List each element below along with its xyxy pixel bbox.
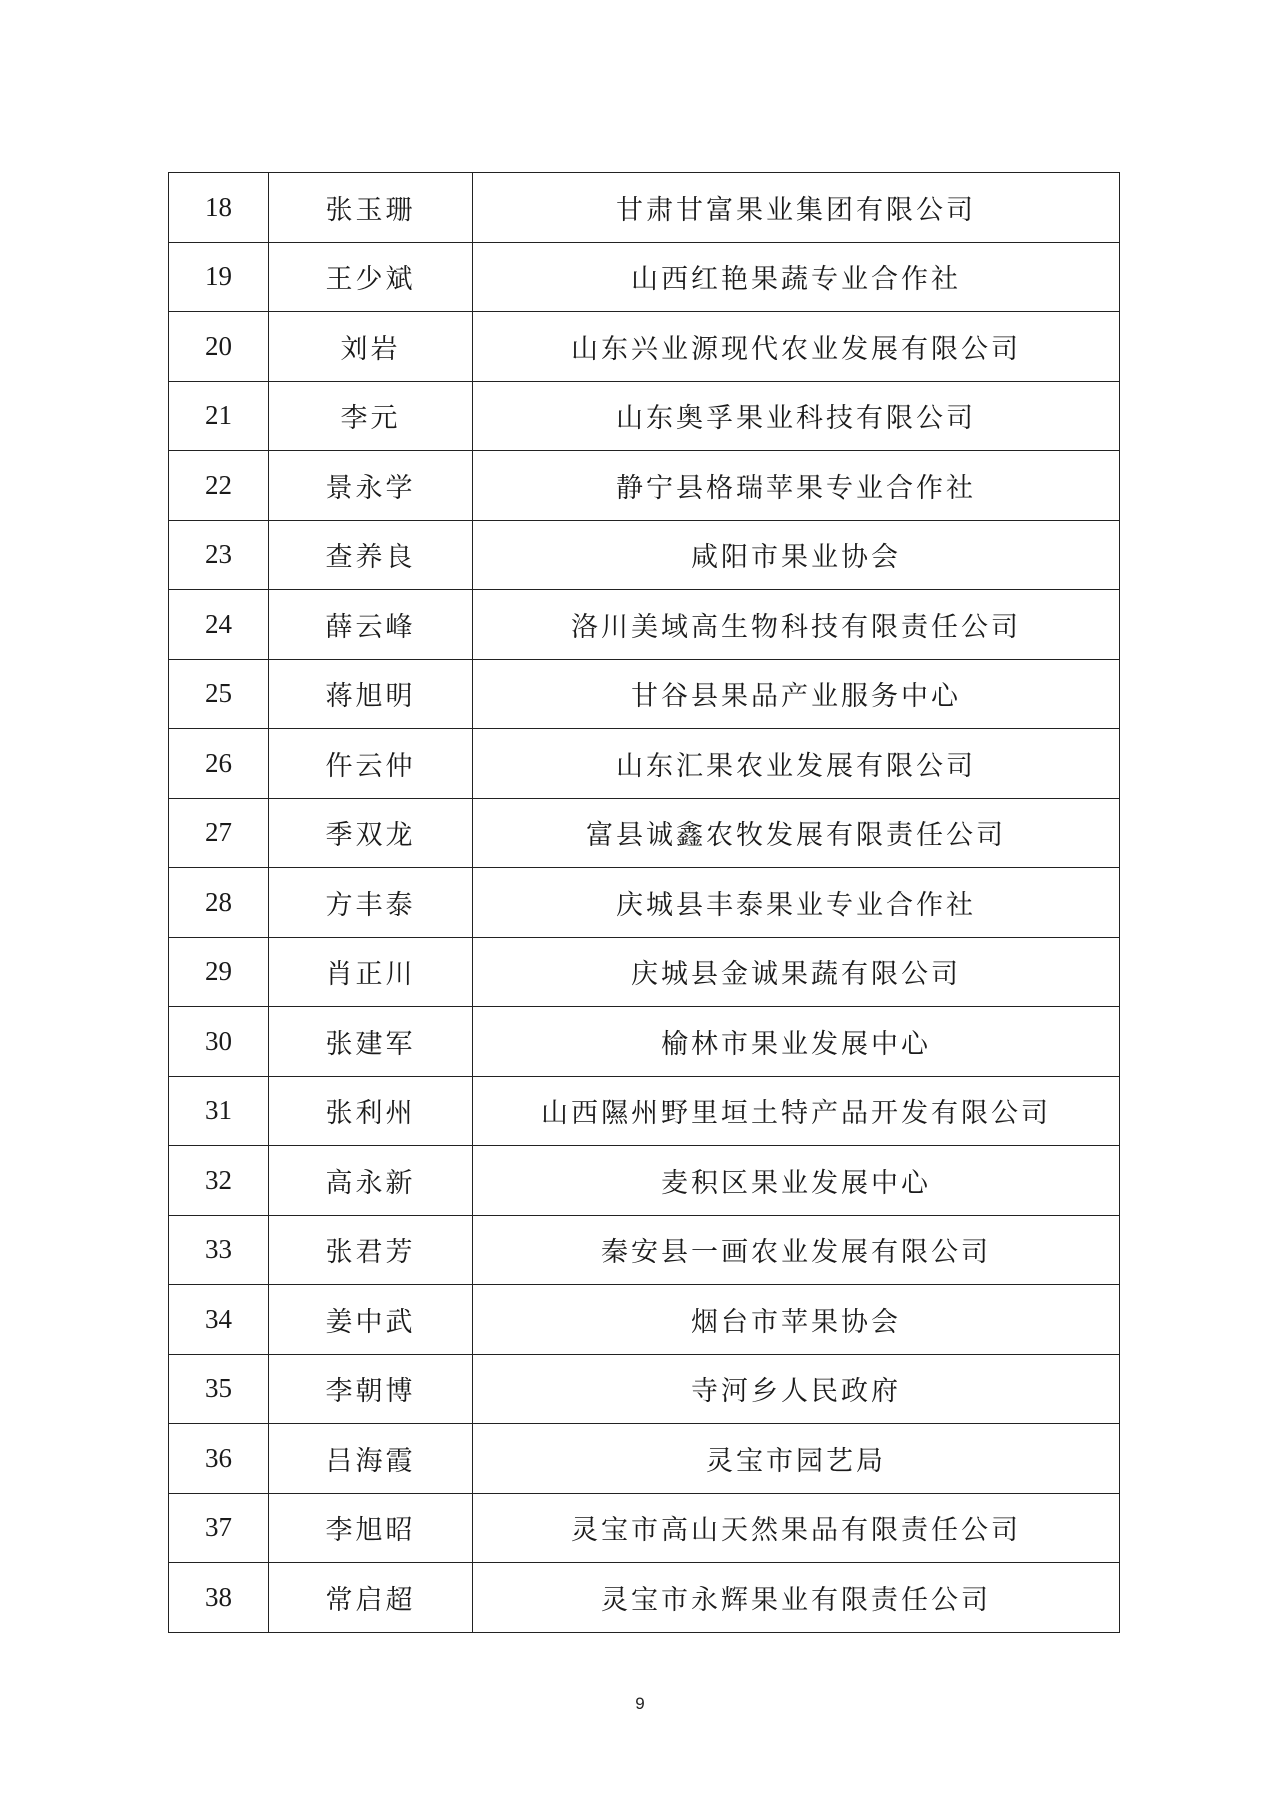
row-number-cell: 23 bbox=[169, 520, 269, 590]
organization-cell: 灵宝市永辉果业有限责任公司 bbox=[473, 1563, 1120, 1633]
organization-cell: 山东汇果农业发展有限公司 bbox=[473, 729, 1120, 799]
table-row bbox=[169, 1285, 1120, 1355]
organization-cell: 榆林市果业发展中心 bbox=[473, 1007, 1120, 1077]
row-number-cell: 30 bbox=[169, 1007, 269, 1077]
person-name-cell: 高永新 bbox=[269, 1146, 473, 1216]
organization-cell: 秦安县一画农业发展有限公司 bbox=[473, 1215, 1120, 1285]
person-name-cell: 景永学 bbox=[269, 451, 473, 521]
organization-cell: 山东兴业源现代农业发展有限公司 bbox=[473, 312, 1120, 382]
row-number-cell: 29 bbox=[169, 937, 269, 1007]
person-name-cell: 薛云峰 bbox=[269, 590, 473, 660]
page-number: 9 bbox=[635, 1694, 645, 1713]
organization-cell: 山西红艳果蔬专业合作社 bbox=[473, 242, 1120, 312]
table-row bbox=[169, 520, 1120, 590]
organization-cell: 山西隰州野里垣土特产品开发有限公司 bbox=[473, 1076, 1120, 1146]
row-number-cell: 27 bbox=[169, 798, 269, 868]
table-row bbox=[169, 451, 1120, 521]
row-number-cell: 37 bbox=[169, 1493, 269, 1563]
row-number-cell: 24 bbox=[169, 590, 269, 660]
row-number-cell: 31 bbox=[169, 1076, 269, 1146]
table-row bbox=[169, 242, 1120, 312]
person-name-cell: 李旭昭 bbox=[269, 1493, 473, 1563]
row-number-cell: 25 bbox=[169, 659, 269, 729]
row-number-cell: 32 bbox=[169, 1146, 269, 1216]
table-row bbox=[169, 1424, 1120, 1494]
person-name-cell: 张君芳 bbox=[269, 1215, 473, 1285]
table-row bbox=[169, 1146, 1120, 1216]
table-row bbox=[169, 659, 1120, 729]
organization-cell: 咸阳市果业协会 bbox=[473, 520, 1120, 590]
table-row bbox=[169, 937, 1120, 1007]
person-name-cell: 常启超 bbox=[269, 1563, 473, 1633]
organization-cell: 麦积区果业发展中心 bbox=[473, 1146, 1120, 1216]
table-row bbox=[169, 381, 1120, 451]
row-number-cell: 19 bbox=[169, 242, 269, 312]
organization-cell: 灵宝市高山天然果品有限责任公司 bbox=[473, 1493, 1120, 1563]
roster-table-body bbox=[169, 173, 1120, 1633]
organization-cell: 山东奥孚果业科技有限公司 bbox=[473, 381, 1120, 451]
row-number-cell: 20 bbox=[169, 312, 269, 382]
table-row bbox=[169, 1007, 1120, 1077]
organization-cell: 灵宝市园艺局 bbox=[473, 1424, 1120, 1494]
person-name-cell: 李元 bbox=[269, 381, 473, 451]
person-name-cell: 查养良 bbox=[269, 520, 473, 590]
roster-table bbox=[168, 172, 1120, 1633]
person-name-cell: 李朝博 bbox=[269, 1354, 473, 1424]
organization-cell: 庆城县金诚果蔬有限公司 bbox=[473, 937, 1120, 1007]
person-name-cell: 张利州 bbox=[269, 1076, 473, 1146]
person-name-cell: 方丰泰 bbox=[269, 868, 473, 938]
organization-cell: 富县诚鑫农牧发展有限责任公司 bbox=[473, 798, 1120, 868]
person-name-cell: 季双龙 bbox=[269, 798, 473, 868]
table-row bbox=[169, 868, 1120, 938]
organization-cell: 寺河乡人民政府 bbox=[473, 1354, 1120, 1424]
table-row bbox=[169, 1215, 1120, 1285]
person-name-cell: 肖正川 bbox=[269, 937, 473, 1007]
organization-cell: 庆城县丰泰果业专业合作社 bbox=[473, 868, 1120, 938]
person-name-cell: 刘岩 bbox=[269, 312, 473, 382]
table-row bbox=[169, 173, 1120, 243]
table-row bbox=[169, 1354, 1120, 1424]
table-row bbox=[169, 312, 1120, 382]
table-row bbox=[169, 1076, 1120, 1146]
row-number-cell: 21 bbox=[169, 381, 269, 451]
row-number-cell: 38 bbox=[169, 1563, 269, 1633]
row-number-cell: 26 bbox=[169, 729, 269, 799]
person-name-cell: 张玉珊 bbox=[269, 173, 473, 243]
table-row bbox=[169, 729, 1120, 799]
person-name-cell: 张建军 bbox=[269, 1007, 473, 1077]
person-name-cell: 王少斌 bbox=[269, 242, 473, 312]
row-number-cell: 22 bbox=[169, 451, 269, 521]
row-number-cell: 28 bbox=[169, 868, 269, 938]
row-number-cell: 34 bbox=[169, 1285, 269, 1355]
table-row bbox=[169, 798, 1120, 868]
person-name-cell: 蒋旭明 bbox=[269, 659, 473, 729]
table-row bbox=[169, 1493, 1120, 1563]
table-row bbox=[169, 590, 1120, 660]
row-number-cell: 35 bbox=[169, 1354, 269, 1424]
organization-cell: 静宁县格瑞苹果专业合作社 bbox=[473, 451, 1120, 521]
row-number-cell: 33 bbox=[169, 1215, 269, 1285]
person-name-cell: 姜中武 bbox=[269, 1285, 473, 1355]
row-number-cell: 18 bbox=[169, 173, 269, 243]
organization-cell: 洛川美域高生物科技有限责任公司 bbox=[473, 590, 1120, 660]
table-row bbox=[169, 1563, 1120, 1633]
organization-cell: 甘肃甘富果业集团有限公司 bbox=[473, 173, 1120, 243]
person-name-cell: 仵云仲 bbox=[269, 729, 473, 799]
person-name-cell: 吕海霞 bbox=[269, 1424, 473, 1494]
organization-cell: 烟台市苹果协会 bbox=[473, 1285, 1120, 1355]
row-number-cell: 36 bbox=[169, 1424, 269, 1494]
organization-cell: 甘谷县果品产业服务中心 bbox=[473, 659, 1120, 729]
